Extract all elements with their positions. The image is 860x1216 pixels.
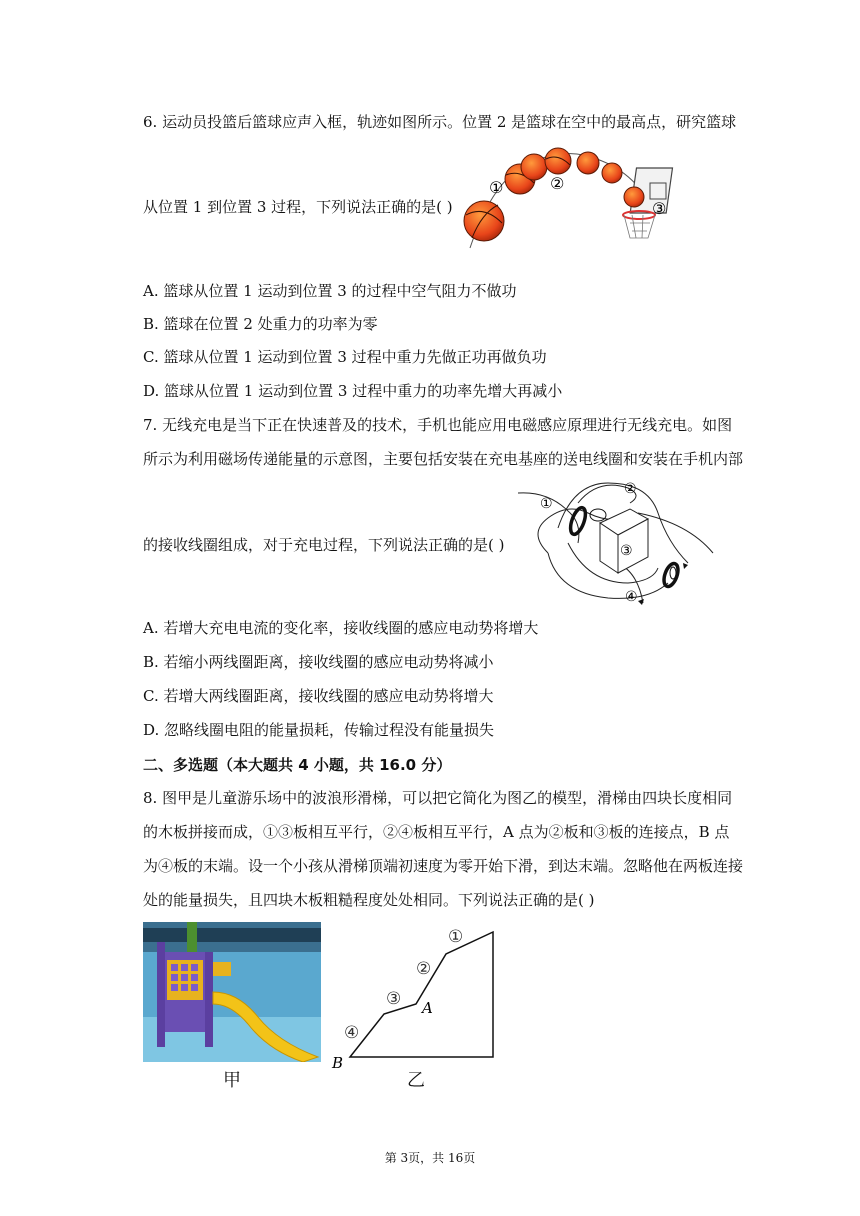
q8-stem-line2: 的木板拼接而成，①③板相互平行，②④板相互平行，A 点为②板和③板的连接点，B 点 bbox=[143, 823, 730, 841]
q8-stem-line1: 8. 图甲是儿童游乐场中的波浪形滑梯，可以把它简化为图乙的模型，滑梯由四块长度相同 bbox=[143, 789, 733, 807]
q7-option-b: B. 若缩小两线圈距离，接收线圈的感应电动势将减小 bbox=[143, 653, 494, 671]
q7-stem-line3: 的接收线圈组成，对于充电过程，下列说法正确的是( ) bbox=[143, 536, 505, 554]
q7-stem-line2: 所示为利用磁场传递能量的示意图，主要包括安装在充电基座的送电线圈和安装在手机内部 bbox=[143, 450, 744, 468]
fig-label-2: ② bbox=[416, 959, 432, 979]
fig-label-1: ① bbox=[448, 927, 464, 947]
fig-label-1: ① bbox=[540, 496, 553, 512]
q6-option-c: C. 篮球从位置 1 运动到位置 3 过程中重力先做正功再做负功 bbox=[143, 348, 547, 366]
fig-label-4: ④ bbox=[625, 589, 638, 605]
page-footer: 第 3页，共 16页 bbox=[384, 1151, 476, 1165]
section-heading-multiple-choice: 二、多选题（本大题共 4 小题，共 16.0 分） bbox=[143, 756, 452, 774]
fig-label-3: ③ bbox=[652, 199, 667, 218]
q6-stem-line1: 6. 运动员投篮后篮球应声入框，轨迹如图所示。位置 2 是篮球在空中的最高点，研究篮球 bbox=[143, 113, 737, 131]
caption-jia: 甲 bbox=[223, 1070, 241, 1091]
wireless-charging-figure bbox=[518, 473, 718, 605]
q6-stem-line2: 从位置 1 到位置 3 过程，下列说法正确的是( ) bbox=[143, 198, 453, 216]
fig-label-1: ① bbox=[489, 178, 504, 197]
fig-label-2: ② bbox=[550, 174, 565, 193]
basketball-trajectory-figure bbox=[462, 143, 687, 253]
slide-photo bbox=[143, 922, 321, 1062]
q6-option-a: A. 篮球从位置 1 运动到位置 3 的过程中空气阻力不做功 bbox=[143, 282, 517, 300]
q7-option-a: A. 若增大充电电流的变化率，接收线圈的感应电动势将增大 bbox=[143, 619, 539, 637]
q6-option-d: D. 篮球从位置 1 运动到位置 3 过程中重力的功率先增大再减小 bbox=[143, 382, 563, 400]
caption-yi: 乙 bbox=[407, 1070, 425, 1091]
q7-option-c: C. 若增大两线圈距离，接收线圈的感应电动势将增大 bbox=[143, 687, 494, 705]
q7-option-d: D. 忽略线圈电阻的能量损耗，传输过程没有能量损失 bbox=[143, 721, 495, 739]
fig-label-3: ③ bbox=[620, 543, 633, 559]
fig-label-4: ④ bbox=[344, 1023, 360, 1043]
q7-stem-line1: 7. 无线充电是当下正在快速普及的技术，手机也能应用电磁感应原理进行无线充电。如图 bbox=[143, 416, 733, 434]
fig-label-3: ③ bbox=[386, 989, 402, 1009]
point-b-label: B bbox=[332, 1054, 344, 1072]
q8-stem-line4: 处的能量损失，且四块木板粗糙程度处处相同。下列说法正确的是( ) bbox=[143, 891, 595, 909]
fig-label-2: ② bbox=[624, 481, 637, 497]
slide-model-diagram bbox=[328, 922, 498, 1077]
q8-stem-line3: 为④板的末端。设一个小孩从滑梯顶端初速度为零开始下滑，到达末端。忽略他在两板连接 bbox=[143, 857, 744, 875]
point-a-label: A bbox=[422, 999, 433, 1017]
q6-option-b: B. 篮球在位置 2 处重力的功率为零 bbox=[143, 315, 378, 333]
